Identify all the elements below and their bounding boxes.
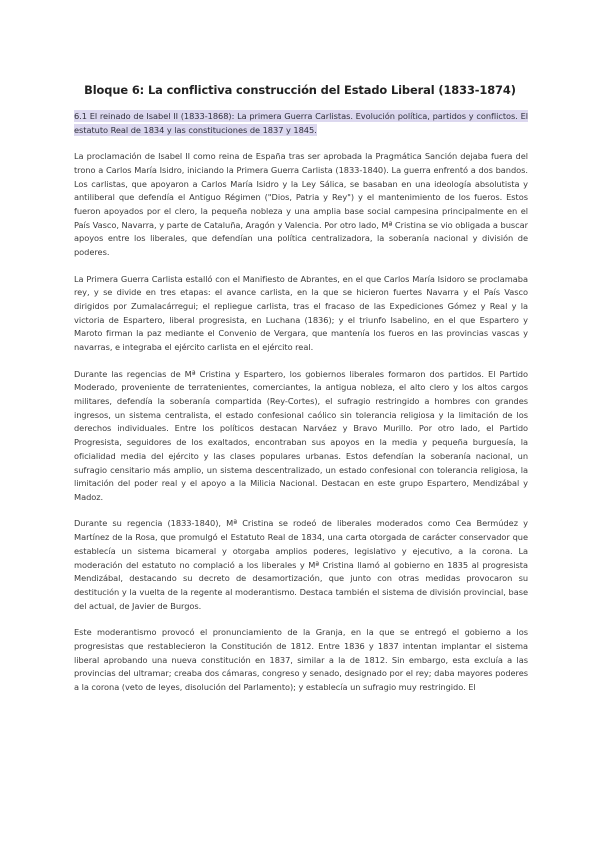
body-paragraph: Durante las regencias de Mª Cristina y Espartero, los gobiernos liberales formaron dos partidos. El Partido Moderado, proveniente de terratenientes, comerciantes, la antigua nobleza, el alto clero y los altos cargos militares, defendía la soberanía compartida (Rey-Cortes), el sufragio restringido a hombres con grandes ingresos, un sistema centralista, el estado confesional caólico sin tolerancia religiosa y la limitación de los derechos individuales. Entre los políticos destacan Narváez y Bravo Murillo. Por otro lado, el Partido Progresista, seguidores de los exaltados, encontraban sus apoyos en la media y pequeña burguesía, la oficialidad media del ejército y las clases populares urbanas. Estos defendían la soberanía nacional, un sufragio censitario más amplio, un sistema descentralizado, un estado confesional con tolerancia religiosa, la limitación del poder real y el apoyo a la Milicia Nacional. Destacan en este grupo Espartero, Mendizábal y Madoz. — [74, 368, 528, 502]
body-paragraph: La Primera Guerra Carlista estalló con el Manifiesto de Abrantes, en el que Carlos María Isidoro se proclamaba rey, y se divide en tres etapas: el avance carlista, en la que se hicieron fuertes Navarra y el País Vasco dirigidos por Zumalacárregui; el repliegue carlista, tras el fracaso de las Expediciones Gómez y Real y la victoria de Espartero, liberal progresista, en Luchana (1836); y el triunfo Isabelino, en el que Espartero y Maroto firman la paz mediante el Convenio de Vergara, que mantenía los fueros en las provincias vascas y navarras, e integraba el ejército carlista en el ejército real. — [74, 273, 528, 353]
section-heading-paragraph — [74, 110, 528, 137]
body-paragraph: Este moderantismo provocó el pronunciamiento de la Granja, en la que se entregó el gobierno a los progresistas que restablecieron la Constitución de 1812. Entre 1836 y 1837 intentan implantar el sistema liberal aprobando una nueva constitución en 1837, similar a la de 1812. Sin embargo, esta excluía a las provincias del ultramar; creaba dos cámaras, congreso y senado, designado por el rey; daba mayores poderes a la corona (veto de leyes, disolución del Parlamento); y establecía un sufragio muy restringido. El — [74, 627, 528, 692]
document-body — [74, 110, 528, 708]
body-paragraph: Durante su regencia (1833-1840), Mª Cristina se rodeó de liberales moderados como Cea Bermúdez y Martínez de la Rosa, que promulgó el Estatuto Real de 1834, una carta otorgada de carácter conservador que establecía un sistema bicameral y otorgaba amplios poderes, legislativo y ejecutivo, a la corona. La moderación del estatuto no complació a los liberales y Mª Cristina llamó al gobierno en 1835 al progresista Mendizábal, destacando su decreto de desamortización, que junto con otras medidas provocaron su destitución y la vuelta de la regente al moderantismo. Destaca también el sistema de división provincial, base del actual, de Javier de Burgos. — [74, 518, 528, 611]
page-title: Bloque 6: La conflictiva construcción del Estado Liberal (1833-1874) — [84, 83, 516, 97]
section-heading: 6.1 El reinado de Isabel II (1833-1868): La primera Guerra Carlistas. Evolución política, partidos y conflictos. El estatuto Real de 1834 y las constituciones de 1837 y 1845. — [74, 111, 528, 135]
body-paragraph: La proclamación de Isabel II como reina de España tras ser aprobada la Pragmática Sanción dejaba fuera del trono a Carlos María Isidro, iniciando la Primera Guerra Carlista (1833-1840). La guerra enfrentó a dos bandos. Los carlistas, que apoyaron a Carlos María Isidro y la Ley Sálica, se basaban en una ideología absolutista y antiliberal que defendía el Antiguo Régimen ("Dios, Patria y Rey") y el mantenimiento de los fueros. Estos fueron apoyados por el clero, la pequeña nobleza y una amplia base social campesina principalmente en el País Vasco, Navarra, y parte de Cataluña, Aragón y Valencia. Por otro lado, Mª Cristina se vio obligada a buscar apoyos entre los liberales, que defendían una política centralizadora, la soberanía nacional y división de poderes. — [74, 151, 528, 258]
